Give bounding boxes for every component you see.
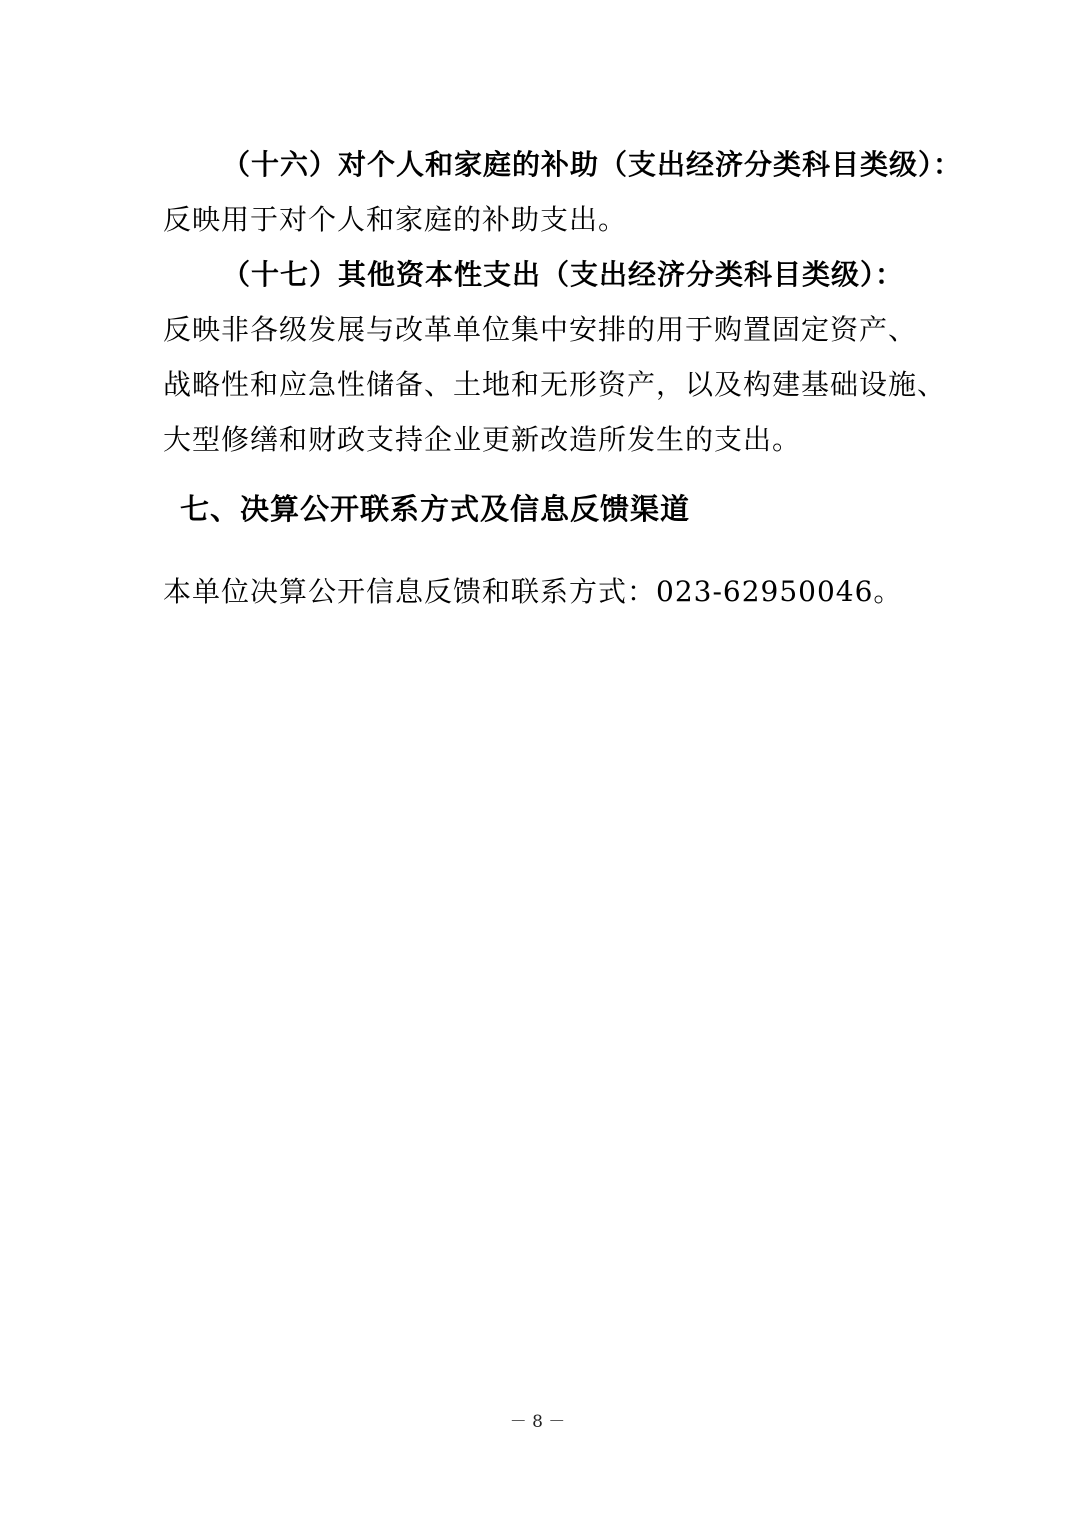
contact-text: 本单位决算公开信息反馈和联系方式：023-62950046。 — [163, 575, 903, 608]
page-number: － 8 － — [509, 1412, 566, 1432]
item17-description-line2: 战略性和应急性储备、土地和无形资产，以及构建基础设施、 — [163, 368, 947, 401]
item16-title: （十六）对个人和家庭的补助（支出经济分类科目类级）： — [222, 148, 963, 181]
item17-title: （十七）其他资本性支出（支出经济分类科目类级）： — [222, 258, 905, 291]
item16-description: 反映用于对个人和家庭的补助支出。 — [163, 203, 628, 236]
section7-heading: 七、决算公开联系方式及信息反馈渠道 — [180, 492, 691, 526]
item17-description-line3: 大型修缮和财政支持企业更新改造所发生的支出。 — [163, 423, 802, 456]
item17-description-line1: 反映非各级发展与改革单位集中安排的用于购置固定资产、 — [163, 313, 918, 346]
